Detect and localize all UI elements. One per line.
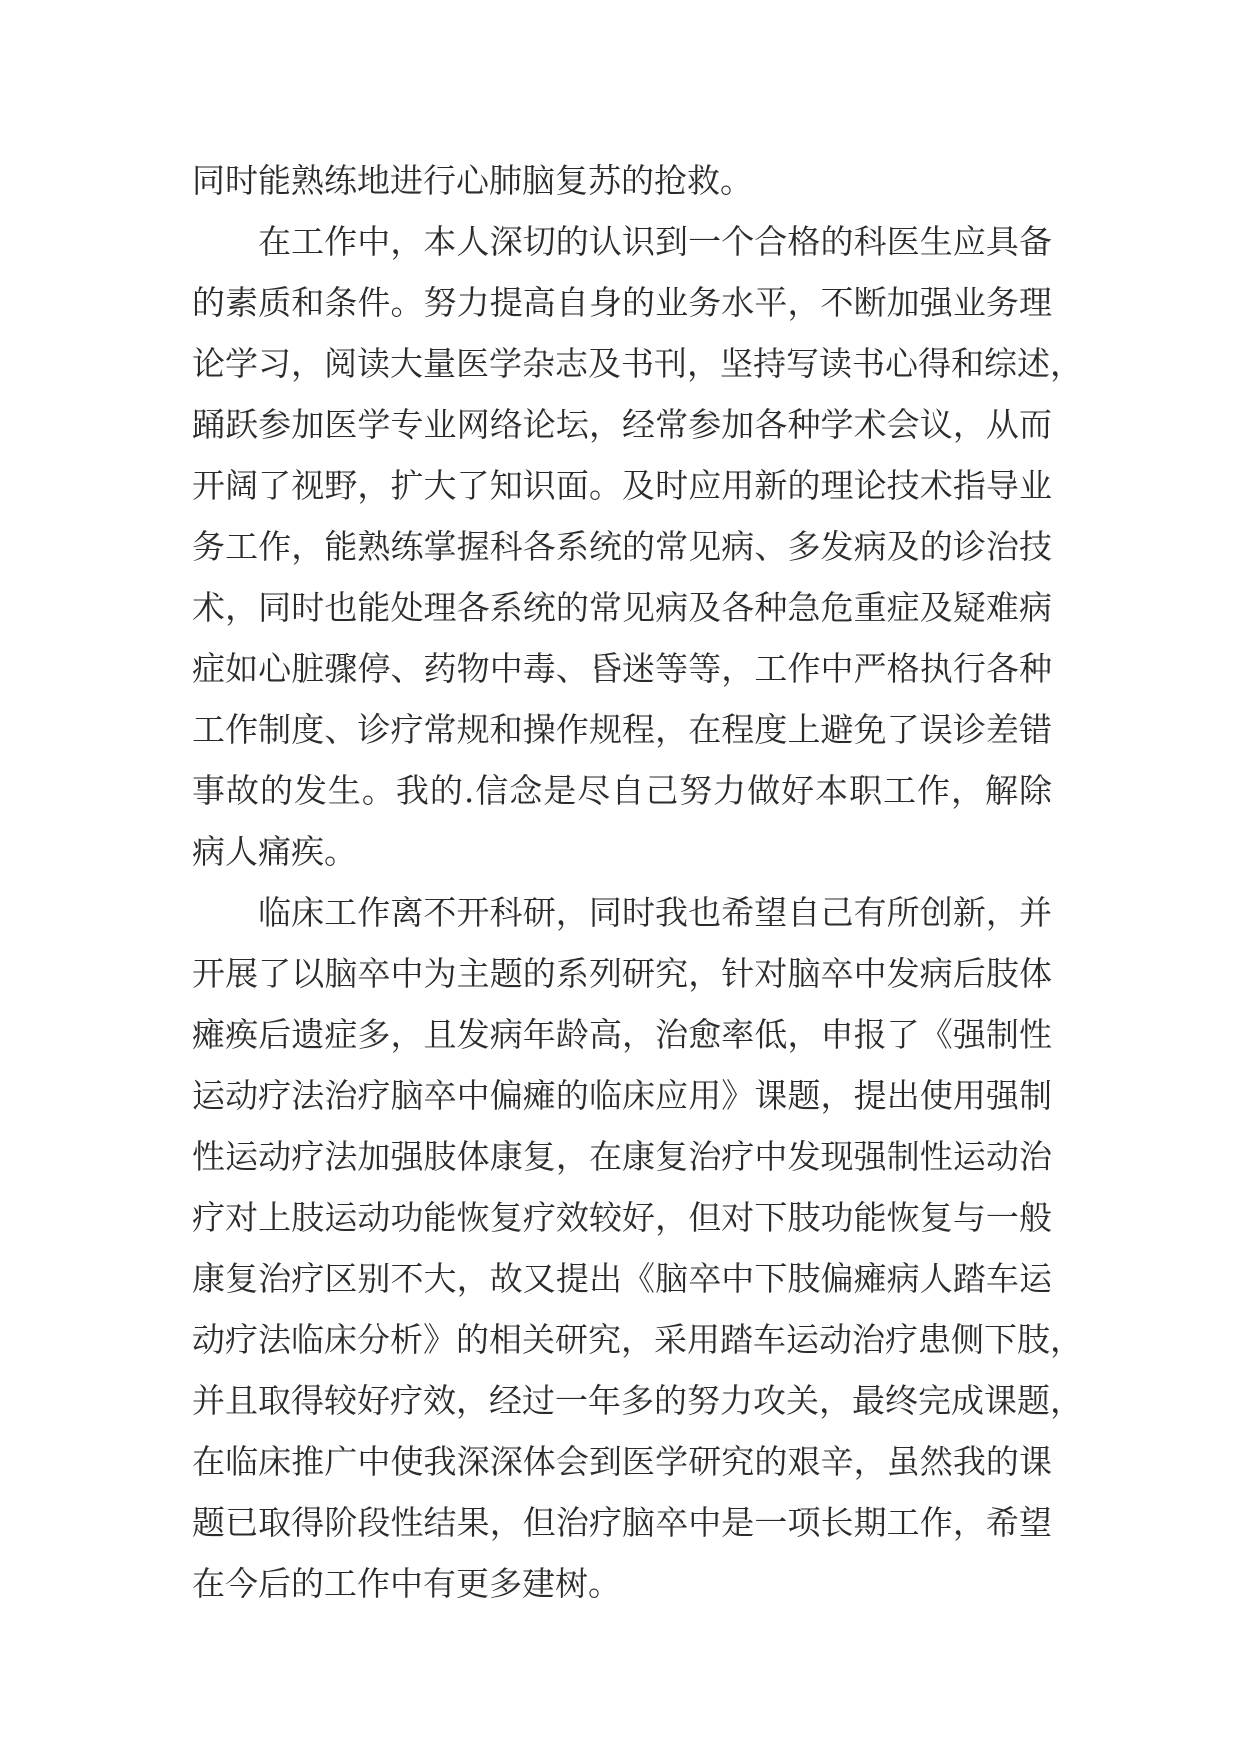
- text-line: 疗对上肢运动功能恢复疗效较好，但对下肢功能恢复与一般: [192, 1198, 1052, 1237]
- text-line: 开阔了视野，扩大了知识面。及时应用新的理论技术指导业: [192, 466, 1052, 505]
- text-line: 康复治疗区别不大，故又提出《脑卒中下肢偏瘫病人踏车运: [192, 1259, 1052, 1298]
- text-line: 论学习，阅读大量医学杂志及书刊，坚持写读书心得和综述，: [192, 344, 1083, 383]
- document-body: [192, 150, 1083, 1614]
- text-line: 开展了以脑卒中为主题的系列研究，针对脑卒中发病后肢体: [192, 954, 1052, 993]
- text-line: 事故的发生。我的.信念是尽自己努力做好本职工作，解除: [192, 771, 1052, 810]
- text-line: 临床工作离不开科研，同时我也希望自己有所创新，并: [258, 893, 1052, 932]
- text-line: 性运动疗法加强肢体康复，在康复治疗中发现强制性运动治: [192, 1137, 1052, 1176]
- text-line: 症如心脏骤停、药物中毒、昏迷等等，工作中严格执行各种: [192, 649, 1052, 688]
- text-line: 并且取得较好疗效，经过一年多的努力攻关，最终完成课题，: [192, 1381, 1083, 1420]
- text-line: 题已取得阶段性结果，但治疗脑卒中是一项长期工作，希望: [192, 1503, 1052, 1542]
- text-line: 在工作中，本人深切的认识到一个合格的科医生应具备: [258, 222, 1052, 261]
- text-line: 病人痛疾。: [192, 832, 357, 871]
- text-line: 运动疗法治疗脑卒中偏瘫的临床应用》课题，提出使用强制: [192, 1076, 1052, 1115]
- text-line: 动疗法临床分析》的相关研究，采用踏车运动治疗患侧下肢，: [192, 1320, 1083, 1359]
- text-line: 术，同时也能处理各系统的常见病及各种急危重症及疑难病: [192, 588, 1052, 627]
- text-line: 的素质和条件。努力提高自身的业务水平，不断加强业务理: [192, 283, 1052, 322]
- text-line: 工作制度、诊疗常规和操作规程，在程度上避免了误诊差错: [192, 710, 1052, 749]
- text-line: 务工作，能熟练掌握科各系统的常见病、多发病及的诊治技: [192, 527, 1052, 566]
- text-line: 在今后的工作中有更多建树。: [192, 1564, 621, 1603]
- text-line: 同时能熟练地进行心肺脑复苏的抢救。: [192, 161, 753, 200]
- text-line: 在临床推广中使我深深体会到医学研究的艰辛，虽然我的课: [192, 1442, 1052, 1481]
- text-line: 踊跃参加医学专业网络论坛，经常参加各种学术会议，从而: [192, 405, 1052, 444]
- text-line: 瘫痪后遗症多，且发病年龄高，治愈率低，申报了《强制性: [192, 1015, 1052, 1054]
